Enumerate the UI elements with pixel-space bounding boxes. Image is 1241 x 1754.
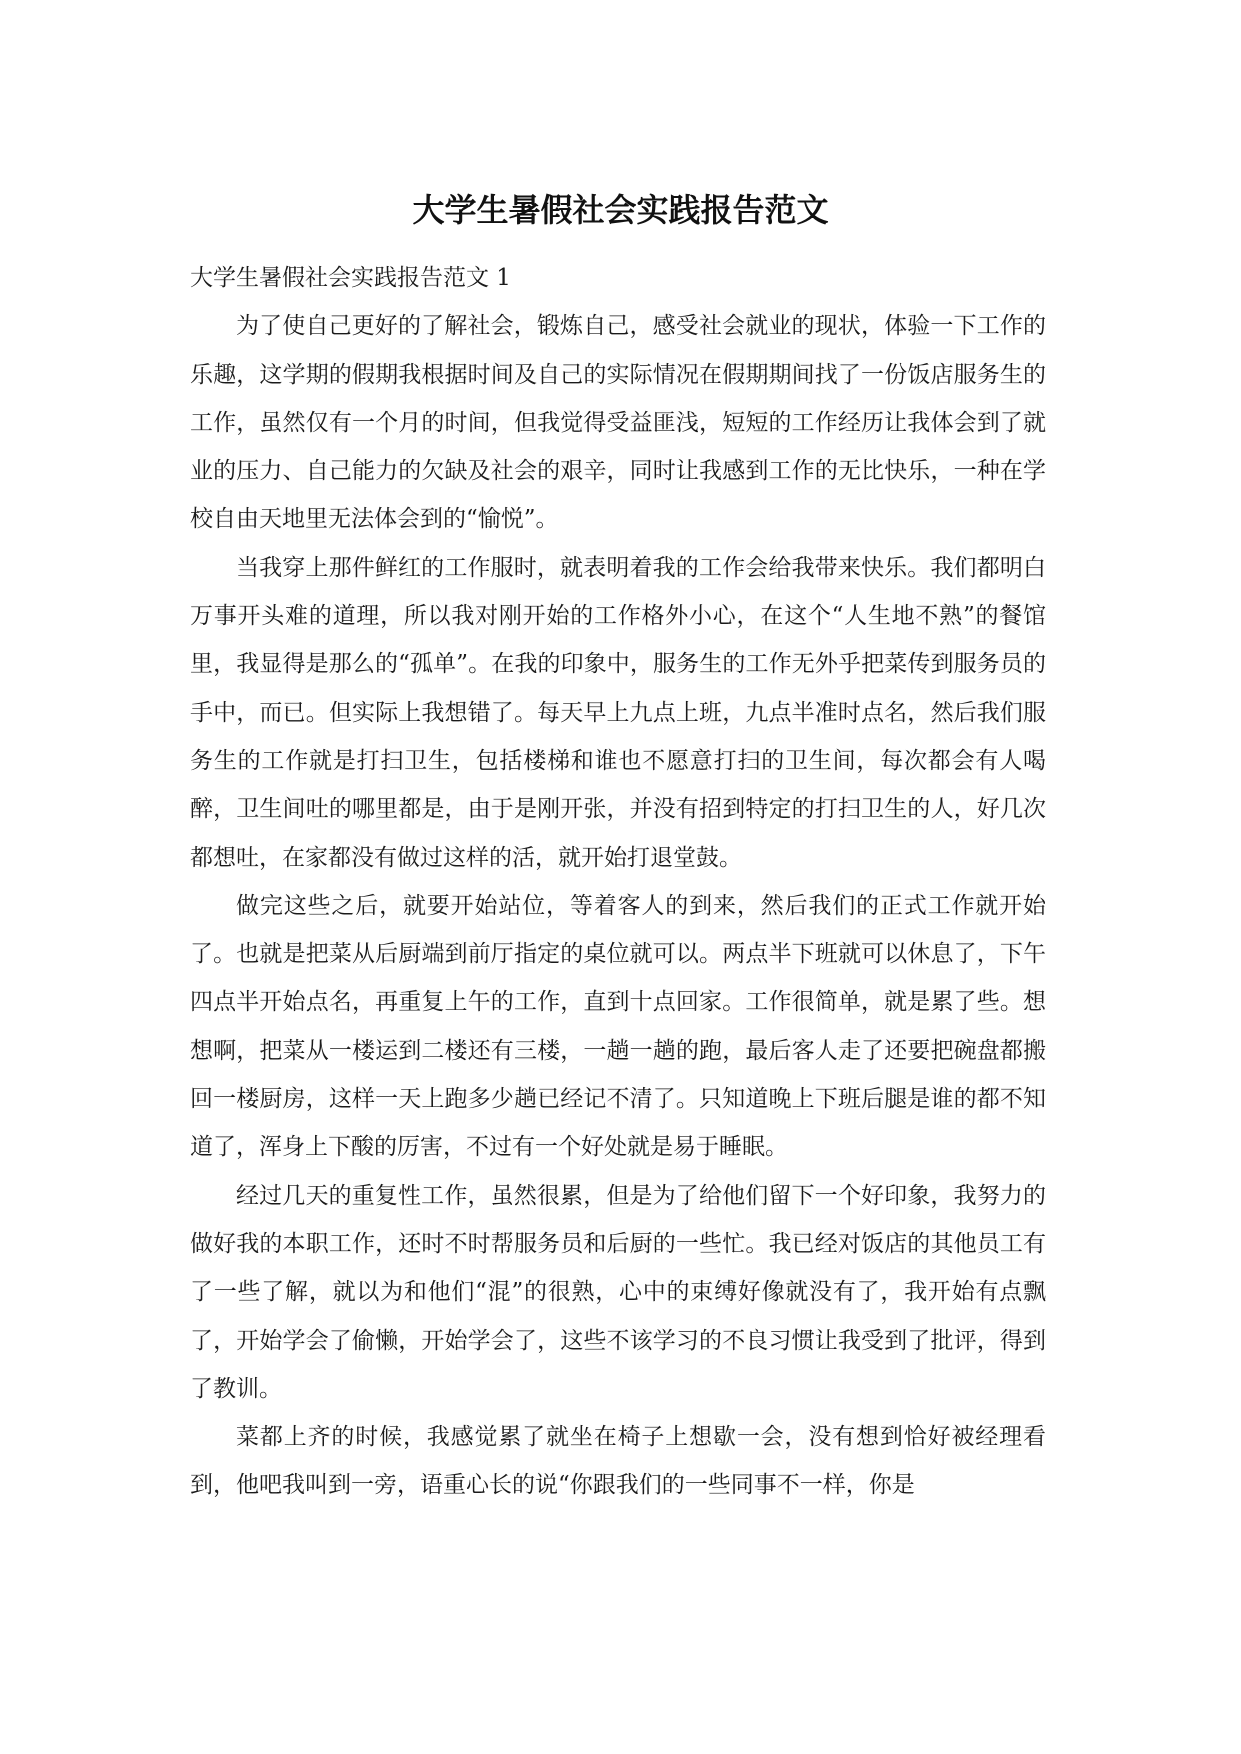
paragraph-4: 经过几天的重复性工作，虽然很累，但是为了给他们留下一个好印象，我努力的做好我的本职工作，还时不时帮服务员和后厨的一些忙。我已经对饭店的其他员工有了一些了解，就以为和他们“混”的很熟，心中的束缚好像就没有了，我开始有点飘了，开始学会了偷懒，开始学会了，这些不该学习的不良习惯让我受到了批评，得到了教训。 xyxy=(190,1182,1046,1402)
paragraph-2: 当我穿上那件鲜红的工作服时，就表明着我的工作会给我带来快乐。我们都明白万事开头难的道理，所以我对刚开始的工作格外小心，在这个“人生地不熟”的餐馆里，我显得是那么的“孤单”。在我的印象中，服务生的工作无外乎把菜传到服务员的手中，而已。但实际上我想错了。每天早上九点上班，九点半准时点名，然后我们服务生的工作就是打扫卫生，包括楼梯和谁也不愿意打扫的卫生间，每次都会有人喝醉，卫生间吐的哪里都是，由于是刚开张，并没有招到特定的打扫卫生的人，好几次都想吐，在家都没有做过这样的活，就开始打退堂鼓。 xyxy=(190,554,1046,871)
paragraph-1: 为了使自己更好的了解社会，锻炼自己，感受社会就业的现状，体验一下工作的乐趣，这学期的假期我根据时间及自己的实际情况在假期期间找了一份饭店服务生的工作，虽然仅有一个月的时间，但我觉得受益匪浅，短短的工作经历让我体会到了就业的压力、自己能力的欠缺及社会的艰辛，同时让我感到工作的无比快乐，一种在学校自由天地里无法体会到的“愉悦”。 xyxy=(190,313,1046,533)
document-body xyxy=(190,254,1046,1510)
paragraph-3: 做完这些之后，就要开始站位，等着客人的到来，然后我们的正式工作就开始了。也就是把菜从后厨端到前厅指定的桌位就可以。两点半下班就可以休息了，下午四点半开始点名，再重复上午的工作，直到十点回家。工作很简单，就是累了些。想想啊，把菜从一楼运到二楼还有三楼，一趟一趟的跑，最后客人走了还要把碗盘都搬回一楼厨房，这样一天上跑多少趟已经记不清了。只知道晚上下班后腿是谁的都不知道了，浑身上下酸的厉害，不过有一个好处就是易于睡眠。 xyxy=(190,892,1046,1161)
paragraph-5: 菜都上齐的时候，我感觉累了就坐在椅子上想歇一会，没有想到恰好被经理看到，他吧我叫到一旁，语重心长的说“你跟我们的一些同事不一样，你是 xyxy=(190,1424,1046,1499)
document-subtitle: 大学生暑假社会实践报告范文 1 xyxy=(190,265,511,291)
document-title: 大学生暑假社会实践报告范文 xyxy=(412,191,829,229)
